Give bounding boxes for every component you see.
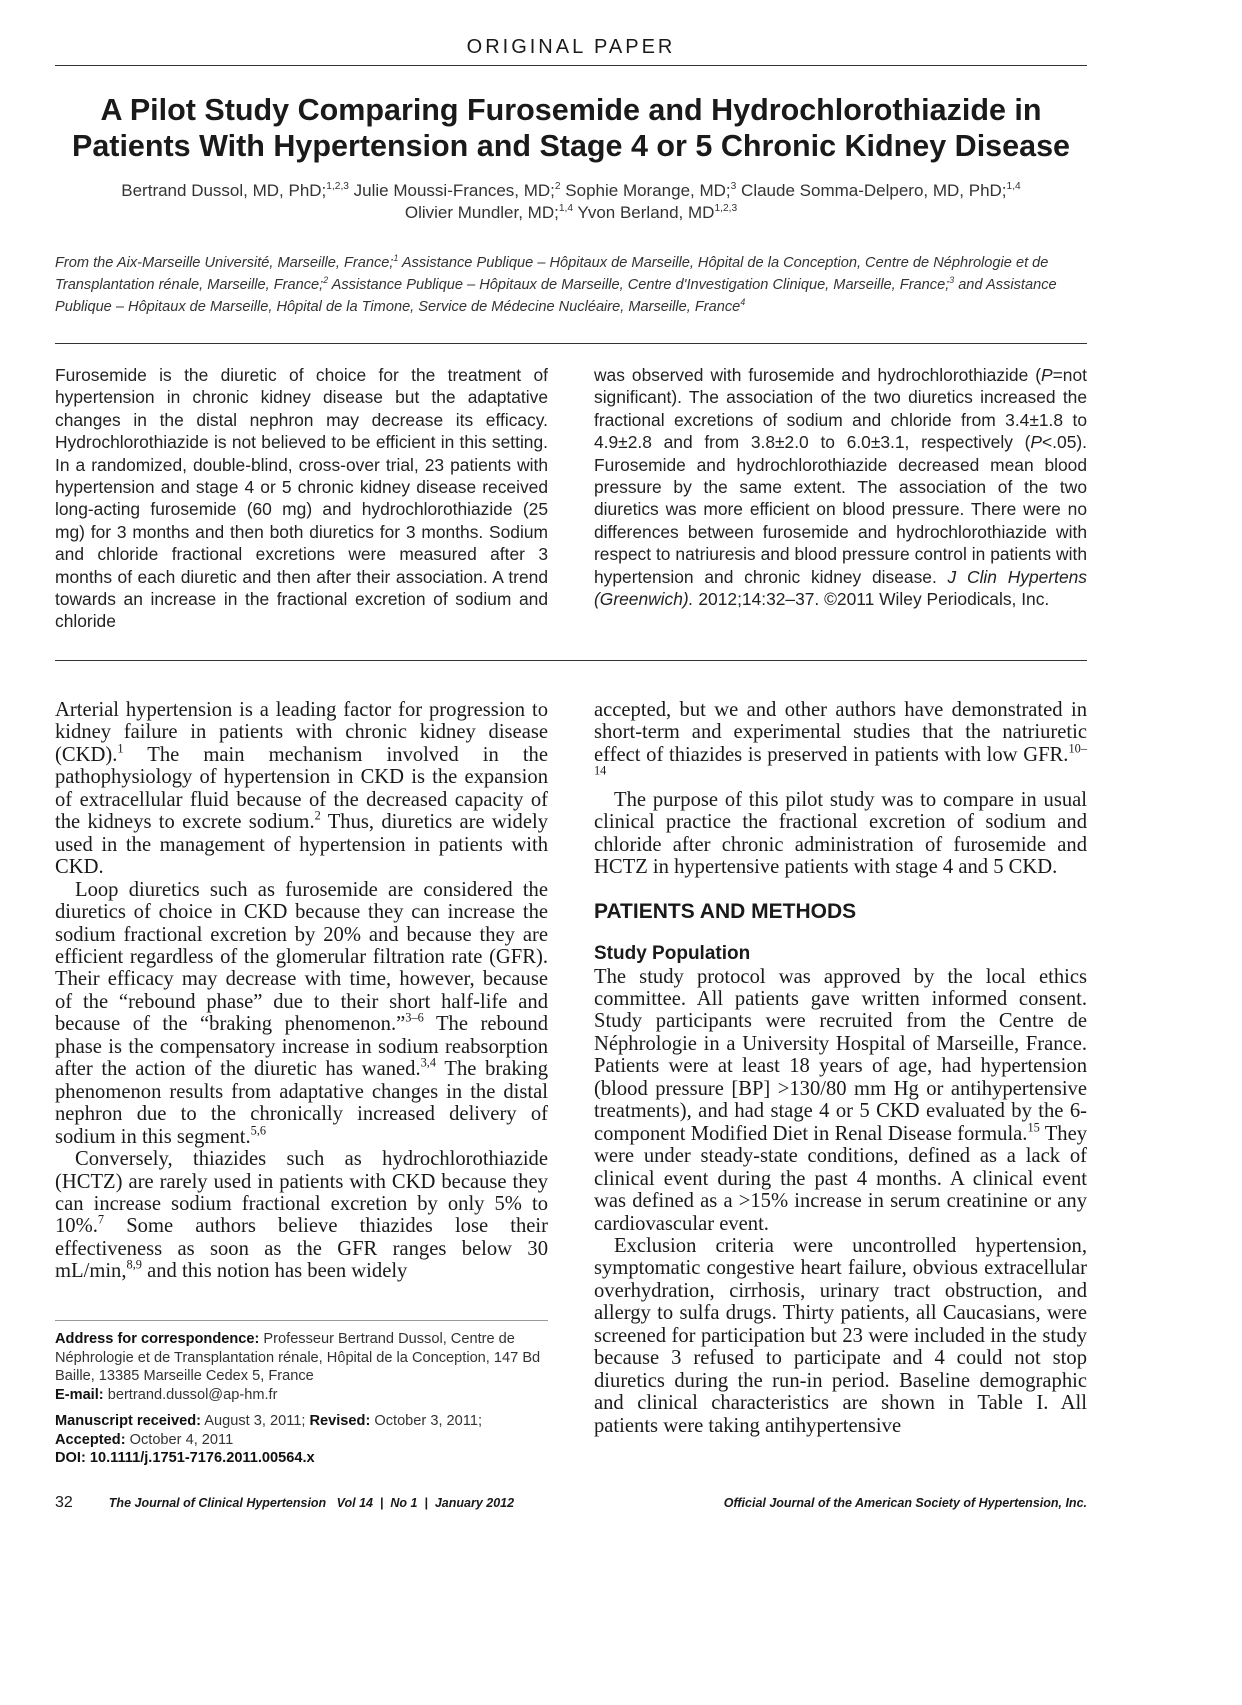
text-run: The rebound phase is the compensatory increase in sodium reabsorption after the action of the diuretic has waned.	[55, 1013, 548, 1081]
paragraph: Exclusion criteria were uncontrolled hypertension, symptomatic congestive heart failure, obvious extracellular overhydration, cirrhosis, urinary tract obstruction, and allergy to sulfa drugs. Thirty patients, all Caucasians, were screened for participation but 23 were included in the study because 3 refused to participate and 4 could not stop diuretics during the run-in period. Baseline demographic and clinical characteristics are shown in Table I. All patients were taking antihypertensive	[594, 1234, 1087, 1437]
revised-date: October 3, 2011;	[370, 1413, 482, 1429]
address: Professeur Bertrand Dussol, Centre de Néphrologie et de Transplantation rénale, Hôpital de la Conception, 147 Bd Baille, 13385 Marseille Cedex 5, France	[55, 1331, 541, 1384]
paragraph	[55, 1148, 548, 1283]
citation-superscript: 1	[117, 741, 124, 756]
text-run: They were under steady-state conditions, defined as a lack of clinical event during the past 4 months. A clinical event was defined as a >15% increase in serum creatinine or any cardiovascular event.	[594, 1122, 1088, 1235]
citation-superscript: 3,4	[420, 1055, 437, 1070]
text-run: Thus, diuretics are widely used in the management of hypertension in patients with CKD.	[55, 811, 548, 879]
citation-superscript: 4	[740, 296, 746, 307]
text-run: Arterial hypertension is a leading factor for progression to kidney failure in patients with chronic kidney disease (CKD).	[55, 699, 548, 766]
paragraph: The purpose of this pilot study was to compare in usual clinical practice the fractional excretion of sodium and chloride after chronic administration of furosemide and HCTZ in hypertensive patients with stage 4 and 5 CKD.	[594, 788, 1087, 879]
journal-affiliation: Official Journal of the American Society of Hypertension, Inc.	[723, 1496, 1087, 1510]
text-run: The braking phenomenon results from adaptative changes in the distal nephron due to the chronically increased delivery of sodium in this segment.	[55, 1058, 548, 1148]
citation-superscript: 2	[323, 274, 329, 285]
citation-superscript: 3–6	[405, 1010, 424, 1025]
text-run: Julie Moussi-Frances, MD;	[348, 181, 555, 200]
author-line	[60, 202, 1082, 224]
citation-superscript: 2	[314, 808, 321, 823]
footnote-divider	[55, 1320, 548, 1321]
text-run: Sophie Morange, MD;	[560, 181, 731, 200]
affiliations	[55, 252, 1087, 318]
received-label: Manuscript received:	[55, 1413, 201, 1429]
journal-info: The Journal of Clinical Hypertension Vol 14 | No 1 | January 2012	[108, 1496, 515, 1510]
email-label: E-mail:	[55, 1386, 104, 1403]
accepted-date: October 4, 2011	[125, 1431, 234, 1448]
text-run: Yvon Berland, MD	[573, 203, 715, 222]
revised-label: Revised:	[309, 1413, 371, 1429]
citation-superscript: 5,6	[250, 1122, 267, 1137]
section-header: ORIGINAL PAPER	[55, 36, 1087, 66]
text-run: The study protocol was approved by the local ethics committee. All patients gave written informed consent. Study participants were recruited from the Centre de Néphrologie in a University Hospital of Marseille, France. Patients were at least 18 years of age, had hypertension (blood pressure [BP] >130/80 mm Hg or antihypertensive treatments), and had stage 4 or 5 CKD evaluated by the 6-component Modified Diet in Renal Disease formula.	[594, 965, 1087, 1145]
author-list	[60, 180, 1082, 224]
text-run: Assistance Publique – Hôpitaux de Marseille, Centre d'Investigation Clinique, Marseille, France;	[328, 277, 950, 293]
text-run: Conversely, thiazides such as hydrochlorothiazide (HCTZ) are rarely used in patients with CKD because they can increase sodium fractional excretion by only 5% to 10%.	[55, 1148, 548, 1238]
accepted-label: Accepted:	[55, 1431, 126, 1448]
abstract-right	[594, 364, 1087, 610]
body-left-column	[55, 699, 548, 1283]
citation-superscript: 1,4	[558, 202, 574, 214]
received-date: August 3, 2011;	[201, 1413, 310, 1429]
text-run: and Assistance Publique – Hôpitaux de Marseille, Hôpital de la Timone, Service de Médecine Nucléaire, Marseille, France	[55, 277, 1057, 315]
citation-superscript: 1	[393, 252, 399, 263]
italic-text: P	[1041, 365, 1053, 385]
paragraph	[55, 699, 548, 879]
citation-superscript: 10–14	[594, 741, 1087, 778]
paragraph	[55, 879, 548, 1148]
text-run: <.05). Furosemide and hydrochlorothiazide decreased mean blood pressure by the same extent. The association of the two diuretics was more efficient on blood pressure. There were no differences between furosemide and hydrochlorothiazide with respect to natriuresis and blood pressure control in patients with hypertension and chronic kidney disease.	[594, 432, 1087, 587]
paper-title	[55, 92, 1087, 164]
text-run: accepted, but we and other authors have demonstrated in short-term and experimental studies that the natriuretic effect of thiazides is preserved in patients with low GFR.	[594, 699, 1087, 766]
section-heading: PATIENTS AND METHODS	[594, 899, 857, 923]
citation-superscript: 2	[554, 180, 561, 192]
text-run: Bertrand Dussol, MD, PhD;	[121, 181, 327, 200]
text-run: Some authors believe thiazides lose their effectiveness as soon as the GFR ranges below 30 mL/min,	[55, 1215, 548, 1283]
text-run: Claude Somma-Delpero, MD, PhD;	[736, 181, 1007, 200]
text-run: 2012;14:32–37. ©2011 Wiley Periodicals, Inc.	[693, 589, 1050, 610]
abstract-left: Furosemide is the diuretic of choice for the treatment of hypertension in chronic kidney disease but the adaptative changes in the distal nephron may decrease its efficacy. Hydrochlorothiazide is not believed to be efficient in this setting. In a randomized, double-blind, cross-over trial, 23 patients with hypertension and stage 4 or 5 chronic kidney disease received long-acting furosemide (60 mg) and hydrochlorothiazide (25 mg) for 3 months and then both diuretics for 3 months. Sodium and chloride fractional excretions were measured after 3 months of each diuretic and then after their association. A trend towards an increase in the fractional excretion of sodium and chloride	[55, 365, 548, 632]
citation-superscript: 1,2,3	[714, 202, 738, 214]
correspondence-block	[55, 1330, 548, 1468]
author-line	[60, 180, 1082, 202]
citation-superscript: 15	[1027, 1120, 1040, 1135]
text-run: was observed with furosemide and hydrochlorothiazide (	[594, 365, 1042, 385]
text-run: and this notion has been widely	[141, 1260, 408, 1283]
divider	[55, 660, 1087, 661]
page-number: 32	[55, 1494, 73, 1511]
citation-superscript: 3	[949, 274, 955, 285]
divider	[55, 343, 1087, 344]
text-run: The main mechanism involved in the pathophysiology of hypertension in CKD is the expansion of extracellular fluid because of the decreased capacity of the kidneys to excrete sodium.	[55, 743, 548, 834]
text-run: Loop diuretics such as furosemide are considered the diuretics of choice in CKD because they can increase the sodium fractional excretion by 20% and because they are efficient regardless of the glomerular filtration rate (GFR). Their efficacy may decrease with time, however, because of the “rebound phase” due to their short half-life and because of the “braking phenomenon.”	[55, 878, 548, 1036]
page-footer	[55, 1494, 1087, 1512]
body-right-column	[594, 699, 1087, 1437]
title-line: Patients With Hypertension and Stage 4 or 5 Chronic Kidney Disease	[72, 129, 1070, 163]
citation-superscript: 8,9	[126, 1257, 142, 1272]
citation-superscript: 3	[730, 180, 737, 192]
citation-superscript: 1,4	[1006, 180, 1021, 192]
subsection-heading: Study Population	[594, 943, 751, 965]
paragraph	[594, 699, 1087, 789]
citation-superscript: 1,2,3	[326, 180, 349, 192]
address-label: Address for correspondence:	[55, 1331, 260, 1347]
text-run: =not significant). The association of the two diuretics increased the fractional excretions of sodium and chloride from 3.4±1.8 to 4.9±2.8 and from 3.8±2.0 to 6.0±3.1, respectively (	[594, 365, 1087, 453]
italic-text: P	[1030, 432, 1043, 453]
paragraph	[594, 966, 1087, 1235]
citation-superscript: 7	[97, 1212, 105, 1227]
italic-text: J Clin Hypertens (Greenwich).	[594, 566, 1087, 610]
email-link[interactable]: bertrand.dussol@ap-hm.fr	[103, 1386, 278, 1403]
text-run: Assistance Publique – Hôpitaux de Marseille, Hôpital de la Conception, Centre de Néphrologie et de Transplantation rénale, Marseille, France;	[55, 255, 1049, 293]
text-run: From the Aix-Marseille Université, Marseille, France;	[55, 255, 394, 271]
title-line: A Pilot Study Comparing Furosemide and Hydrochlorothiazide in	[100, 93, 1042, 127]
text-run: Olivier Mundler, MD;	[404, 203, 559, 222]
doi[interactable]: DOI: 10.1111/j.1751-7176.2011.00564.x	[55, 1450, 315, 1466]
